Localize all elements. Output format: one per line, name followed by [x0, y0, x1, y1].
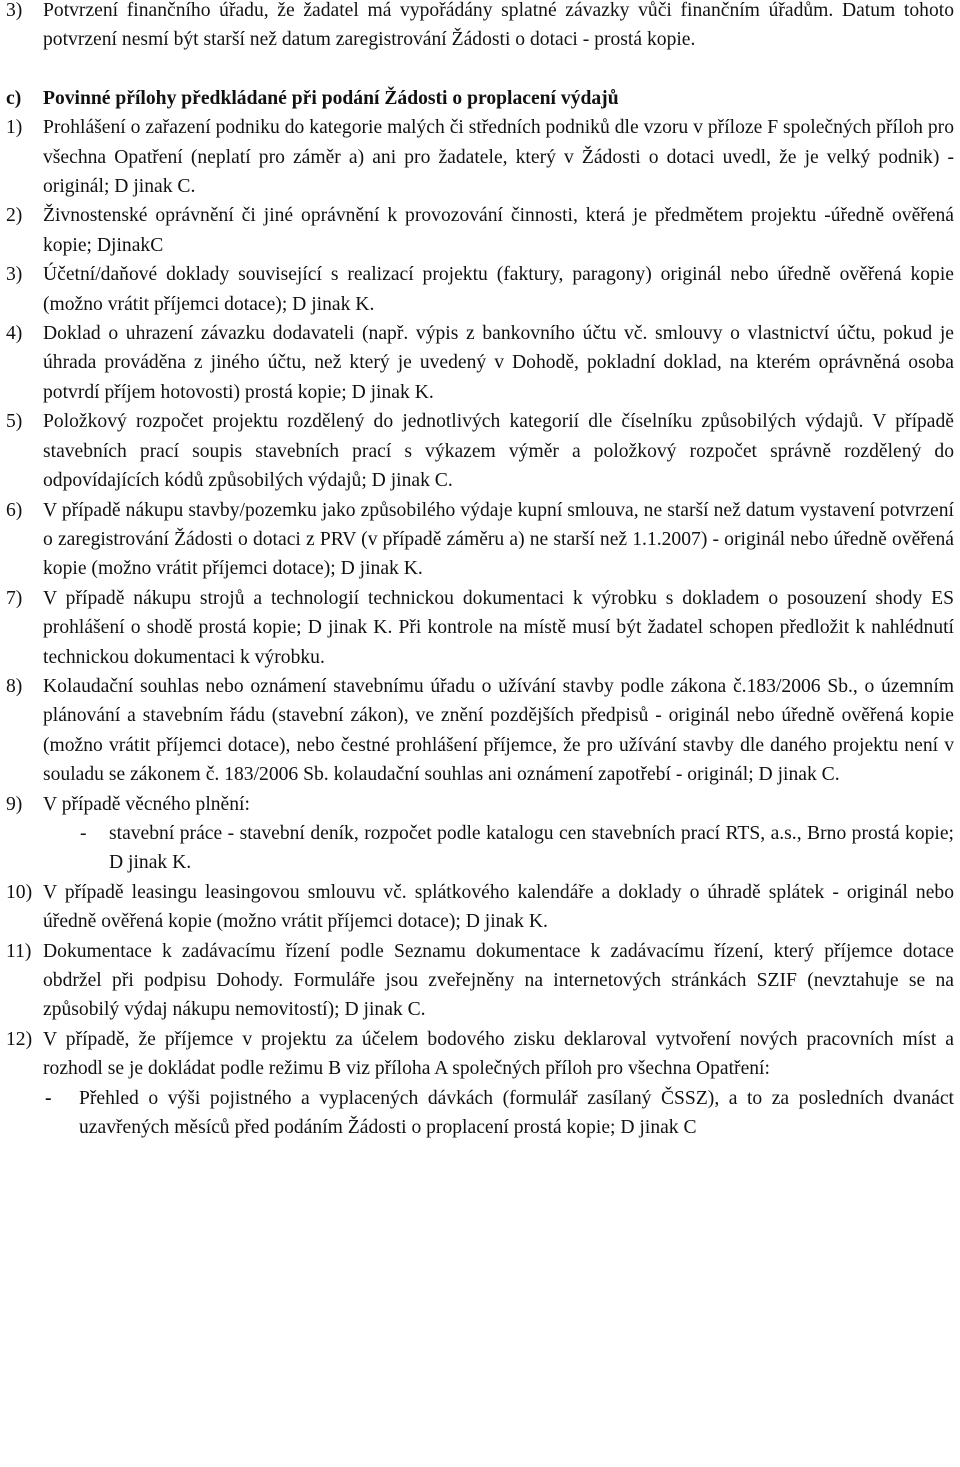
dash-bullet: - [45, 1087, 52, 1109]
sub-item [6, 1084, 954, 1143]
item-text: V případě nákupu strojů a technologií technickou dokumentaci k výrobku s dokladem o posouzení shody ES prohlášení o shodě prostá kopie; D jinak K. Při kontrole na místě musí být žadatel schopen předložit k nahlédnutí technickou dokumentaci k výrobku. [43, 587, 954, 668]
list-item [6, 407, 954, 495]
list-item [6, 1025, 954, 1084]
sub-item-text: stavební práce - stavební deník, rozpočet podle katalogu cen stavebních prací RTS, a.s., Brno prostá kopie; D jinak K. [109, 822, 954, 874]
item-number: 2) [6, 205, 23, 227]
item-text: V případě věcného plnění: [43, 793, 250, 815]
list-item [6, 496, 954, 584]
section-heading [6, 84, 954, 113]
item-text: Dokumentace k zadávacímu řízení podle Seznamu dokumentace k zadávacímu řízení, který příjemce dotace obdržel při podpisu Dohody. Formuláře jsou zveřejněny na internetových stránkách SZIF (nevztahuje se na způsobilý výdaj nákupu nemovitostí); D jinak C. [43, 940, 954, 1021]
item-text: Živnostenské oprávnění či jiné oprávnění k provozování činnosti, která je předmětem projektu -úředně ověřená kopie; DjinakC [43, 205, 954, 256]
item-text: V případě leasingu leasingovou smlouvu vč. splátkového kalendáře a doklady o úhradě splátek - originál nebo úředně ověřená kopie (možno vrátit příjemci dotace); D jinak K. [43, 881, 954, 933]
section-letter: c) [6, 87, 22, 109]
list-item [6, 0, 954, 55]
item-text: Položkový rozpočet projektu rozdělený do jednotlivých kategorií dle číselníku způsobilých výdajů. V případě stavebních prací soupis stavebních prací s výkazem výměr a položkový rozpočet správně rozdělený do odpovídajících kódů způsobilých výdajů; D jinak C. [43, 411, 954, 492]
list-item [6, 937, 954, 1025]
item-number: 1) [6, 117, 23, 139]
item-number: 4) [6, 323, 23, 345]
list-item [6, 113, 954, 201]
item-number: 10) [6, 881, 33, 903]
item-number: 3) [6, 0, 23, 21]
item-number: 9) [6, 793, 23, 815]
item-number: 5) [6, 411, 23, 433]
item-text: Potvrzení finančního úřadu, že žadatel má vypořádány splatné závazky vůči finančním úřadům. Datum tohoto potvrzení nesmí být starší než datum zaregistrování Žádosti o dotaci - prostá kopie. [43, 0, 954, 51]
list-item [6, 260, 954, 319]
list-item [6, 319, 954, 407]
item-number: 6) [6, 499, 23, 521]
list-item [6, 878, 954, 937]
sub-item-text: Přehled o výši pojistného a vyplacených dávkách (formulář zasílaný ČSSZ), a to za posledních dvanáct uzavřených měsíců před podáním Žádosti o proplacení prostá kopie; D jinak C [79, 1087, 954, 1139]
item-number: 11) [6, 940, 32, 962]
sub-item [6, 819, 954, 878]
item-text: Prohlášení o zařazení podniku do kategorie malých či středních podniků dle vzoru v příloze F společných příloh pro všechna Opatření (neplatí pro záměr a) ani pro žadatele, který v Žádosti o dotaci uvedl, že je velký podnik) - originál; D jinak C. [43, 117, 954, 198]
item-number: 3) [6, 264, 23, 286]
list-item [6, 584, 954, 672]
item-text: Kolaudační souhlas nebo oznámení stavebnímu úřadu o užívání stavby podle zákona č.183/2006 Sb., o územním plánování a stavebním řádu (stavební zákon), ve znění pozdějších předpisů - originál nebo úředně ověřená kopie (možno vrátit příjemci dotace), nebo čestné prohlášení příjemce, že pro užívání stavby dle daného projektu není v souladu se zákonem č. 183/2006 Sb. kolaudační souhlas ani oznámení zapotřebí - originál; D jinak C. [43, 675, 954, 786]
item-text: V případě nákupu stavby/pozemku jako způsobilého výdaje kupní smlouva, ne starší než datum vystavení potvrzení o zaregistrování Žádosti o dotaci z PRV (v případě záměru a) ne starší než 1.1.2007) - originál nebo úředně ověřená kopie (možno vrátit příjemci dotace); D jinak K. [43, 499, 954, 580]
item-text: Doklad o uhrazení závazku dodavateli (např. výpis z bankovního účtu vč. smlouvy o vlastnictví účtu, pokud je úhrada prováděna z jiného účtu, než který je uvedený v Dohodě, pokladní doklad, na kterém oprávněná osoba potvrdí příjem hotovosti) prostá kopie; D jinak K. [43, 323, 954, 403]
list-item [6, 672, 954, 790]
item-text: Účetní/daňové doklady související s realizací projektu (faktury, paragony) originál nebo úředně ověřená kopie (možno vrátit příjemci dotace); D jinak K. [43, 264, 954, 315]
item-number: 12) [6, 1028, 33, 1050]
list-item [6, 201, 954, 260]
section-title: Povinné přílohy předkládané při podání Žádosti o proplacení výdajů [43, 87, 619, 109]
list-item [6, 790, 954, 819]
item-number: 8) [6, 675, 23, 697]
item-number: 7) [6, 587, 23, 609]
item-text: V případě, že příjemce v projektu za účelem bodového zisku deklaroval vytvoření nových pracovních míst a rozhodl se je dokládat podle režimu B viz příloha A společných příloh pro všechna Opatření: [43, 1028, 954, 1080]
dash-bullet: - [80, 822, 87, 844]
